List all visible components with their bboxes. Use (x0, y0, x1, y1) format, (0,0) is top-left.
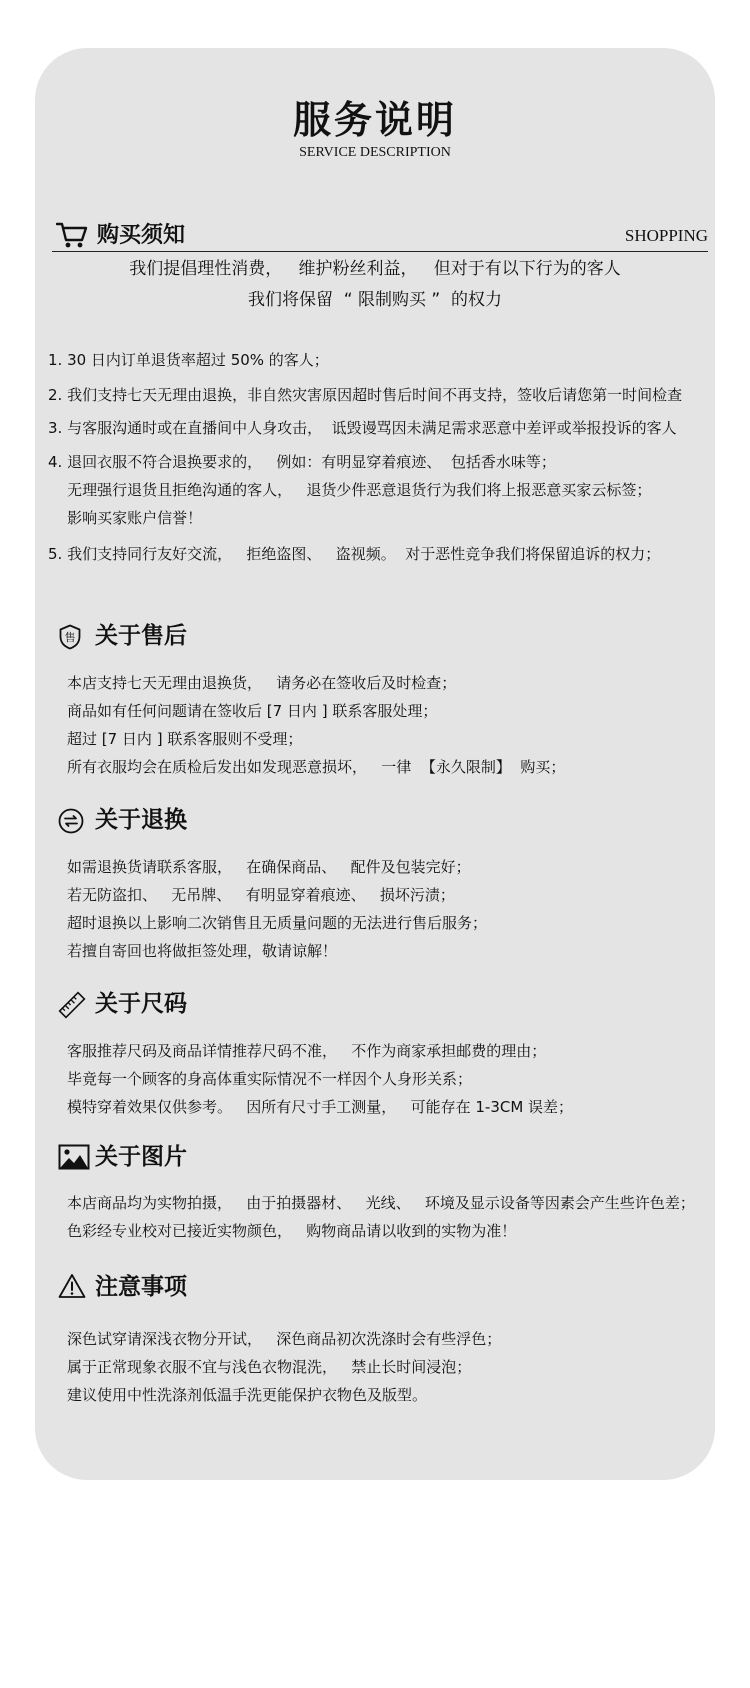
size-title: 关于尺码 (95, 990, 187, 1017)
size-line: 毕竟每一个顾客的身高体重实际情况不一样因个人身形关系； (67, 1070, 473, 1088)
exchange-icon (58, 808, 84, 838)
notes-line: 建议使用中性洗涤剂低温手洗更能保护衣物色及版型。 (67, 1386, 428, 1404)
image-icon (58, 1144, 90, 1174)
shopping-title: 购买须知 (97, 222, 186, 248)
exchange-line: 超时退换以上影响二次销售且无质量问题的无法进行售后服务； (67, 914, 488, 932)
pictures-line: 色彩经专业校对已接近实物颜色， 购物商品请以收到的实物为准！ (67, 1222, 517, 1240)
shopping-rule: 1. 30 日内订单退货率超过 50% 的客人； (48, 351, 329, 369)
shield-icon-label: 售 (64, 631, 76, 644)
notes-line: 深色试穿请深浅衣物分开试， 深色商品初次洗涤时会有些浮色； (67, 1330, 502, 1348)
page-subtitle: SERVICE DESCRIPTION (299, 145, 451, 160)
exchange-line: 若擅自寄回也将做拒签处理，敬请谅解！ (67, 942, 338, 960)
shield-icon (58, 624, 82, 654)
shopping-rule: 2. 我们支持七天无理由退换，非自然灾害原因超时售后时间不再支持，签收后请您第一时间检查 (48, 386, 683, 404)
pictures-line: 本店商品均为实物拍摄， 由于拍摄器材、 光线、 环境及显示设备等因素会产生些许色差； (67, 1194, 695, 1212)
notes-title: 注意事项 (95, 1273, 187, 1300)
aftersale-line: 所有衣服均会在质检后发出如发现恶意损坏， 一律 【永久限制】 购买； (67, 758, 566, 776)
shopping-intro-line: 我们提倡理性消费， 维护粉丝利益， 但对于有以下行为的客人 (129, 259, 621, 279)
shopping-rule: 3. 与客服沟通时或在直播间中人身攻击， 诋毁谩骂因未满足需求恶意中差评或举报投诉的客人 (48, 419, 677, 437)
size-line: 客服推荐尺码及商品详情推荐尺码不准， 不作为商家承担邮费的理由； (67, 1042, 547, 1060)
notes-line: 属于正常现象衣服不宜与浅色衣物混洗， 禁止长时间浸泡； (67, 1358, 472, 1376)
pictures-title: 关于图片 (95, 1143, 187, 1170)
exchange-title: 关于退换 (95, 806, 187, 833)
shopping-intro-line: 我们将保留 “ 限制购买 ” 的权力 (247, 290, 503, 310)
shopping-divider (52, 251, 708, 252)
shopping-title-en: SHOPPING (624, 226, 708, 245)
size-line: 模特穿着效果仅供参考。 因所有尺寸手工测量， 可能存在 1-3CM 误差； (67, 1098, 574, 1116)
aftersale-line: 超过 [7 日内 ] 联系客服则不受理； (67, 730, 303, 748)
shopping-rule: 5. 我们支持同行友好交流， 拒绝盗图、 盗视频。 对于恶性竞争我们将保留追诉的权力； (48, 545, 661, 563)
aftersale-title: 关于售后 (95, 622, 187, 649)
shopping-cart-icon (56, 221, 88, 253)
warning-icon (58, 1273, 86, 1303)
ruler-icon (58, 991, 86, 1023)
shopping-rule: 4. 退回衣服不符合退换要求的， 例如：有明显穿着痕迹、 包括香水味等； (48, 453, 556, 471)
aftersale-line: 商品如有任何问题请在签收后 [7 日内 ] 联系客服处理； (67, 702, 438, 720)
shopping-rule: 影响买家账户信誉！ (48, 509, 203, 527)
shopping-rule: 无理强行退货且拒绝沟通的客人， 退货少件恶意退货行为我们将上报恶意买家云标签； (48, 481, 652, 499)
exchange-line: 若无防盗扣、 无吊牌、 有明显穿着痕迹、 损坏污渍； (67, 886, 455, 904)
page-title: 服务说明 (292, 97, 457, 142)
exchange-line: 如需退换货请联系客服， 在确保商品、 配件及包装完好； (67, 858, 471, 876)
shopping-header (52, 220, 708, 250)
aftersale-line: 本店支持七天无理由退换货， 请务必在签收后及时检查； (67, 674, 457, 692)
